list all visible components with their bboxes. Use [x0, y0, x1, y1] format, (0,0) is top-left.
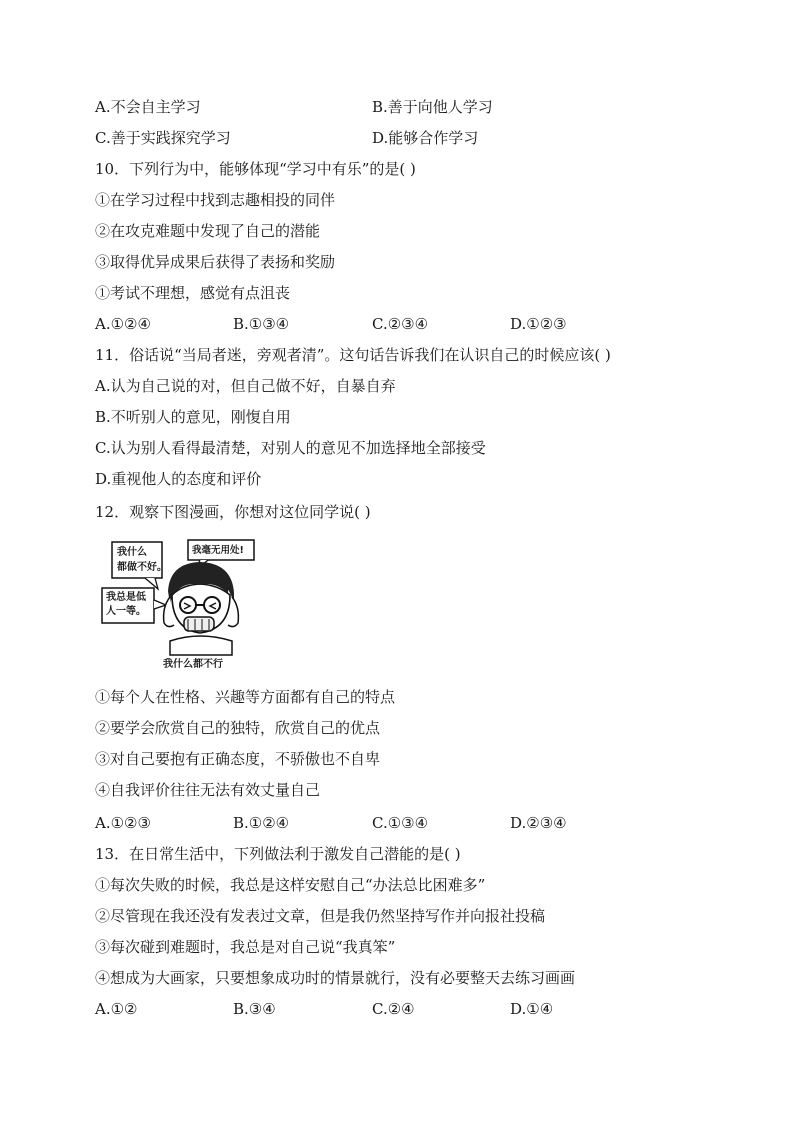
q11-option-a: A.认为自己说的对，但自己做不好，自暴自弃: [95, 377, 396, 395]
q13-option-d: D.①④: [510, 1000, 554, 1018]
q10-item-1: ①在学习过程中找到志趣相投的同伴: [95, 191, 336, 209]
q9-option-d: D.能够合作学习: [372, 129, 479, 147]
cartoon-caption: 我什么都不行: [163, 659, 223, 670]
q10-option-b: B.①③④: [233, 315, 290, 333]
q10-option-a: A.①②④: [95, 315, 151, 333]
q13-stem: 13．在日常生活中，下列做法利于激发自己潜能的是( ): [95, 845, 461, 863]
q12-cartoon: [100, 537, 260, 669]
q13-item-1: ①每次失败的时候，我总是这样安慰自己“办法总比困难多”: [95, 876, 486, 894]
q11-stem: 11．俗话说“当局者迷，旁观者清”。这句话告诉我们在认识自己的时候应该( ): [95, 346, 611, 364]
q10-item-2: ②在攻克难题中发现了自己的潜能: [95, 222, 321, 240]
q12-item-4: ④自我评价往往无法有效丈量自己: [95, 781, 321, 799]
q11-option-d: D.重视他人的态度和评价: [95, 470, 262, 488]
q9-option-a: A.不会自主学习: [95, 98, 201, 116]
q10-stem: 10．下列行为中，能够体现“学习中有乐”的是( ): [95, 160, 416, 178]
q12-item-2: ②要学会欣赏自己的独特，欣赏自己的优点: [95, 719, 381, 737]
q13-item-2: ②尽管现在我还没有发表过文章，但是我仍然坚持写作并向报社投稿: [95, 907, 546, 925]
q10-item-4: ①考试不理想，感觉有点沮丧: [95, 284, 291, 302]
bubble-left-line1: 我总是低: [106, 592, 146, 603]
q12-option-b: B.①②④: [233, 814, 290, 832]
q10-item-3: ③取得优异成果后获得了表扬和奖励: [95, 253, 336, 271]
bubble-top-left-line2: 都做不好。: [117, 562, 167, 573]
q11-option-b: B.不听别人的意见，刚愎自用: [95, 408, 291, 426]
q10-option-c: C.②③④: [372, 315, 429, 333]
bubble-top-right-text: 我毫无用处!: [192, 545, 244, 556]
q9-option-c: C.善于实践探究学习: [95, 129, 231, 147]
q13-option-a: A.①②: [95, 1000, 138, 1018]
q10-option-d: D.①②③: [510, 315, 567, 333]
q11-option-c: C.认为别人看得最清楚，对别人的意见不加选择地全部接受: [95, 439, 486, 457]
q13-item-3: ③每次碰到难题时，我总是对自己说“我真笨”: [95, 938, 396, 956]
q12-stem: 12．观察下图漫画，你想对这位同学说( ): [95, 503, 371, 521]
q13-item-4: ④想成为大画家，只要想象成功时的情景就行，没有必要整天去练习画画: [95, 969, 576, 987]
q13-option-b: B.③④: [233, 1000, 276, 1018]
bubble-left-line2: 人一等。: [106, 606, 146, 617]
q9-option-b: B.善于向他人学习: [372, 98, 493, 116]
bubble-top-left-line1: 我什么: [117, 547, 147, 558]
q12-item-3: ③对自己要抱有正确态度，不骄傲也不自卑: [95, 750, 381, 768]
q13-option-c: C.②④: [372, 1000, 415, 1018]
q12-item-1: ①每个人在性格、兴趣等方面都有自己的特点: [95, 688, 396, 706]
q12-option-a: A.①②③: [95, 814, 151, 832]
q12-option-d: D.②③④: [510, 814, 567, 832]
q12-option-c: C.①③④: [372, 814, 429, 832]
